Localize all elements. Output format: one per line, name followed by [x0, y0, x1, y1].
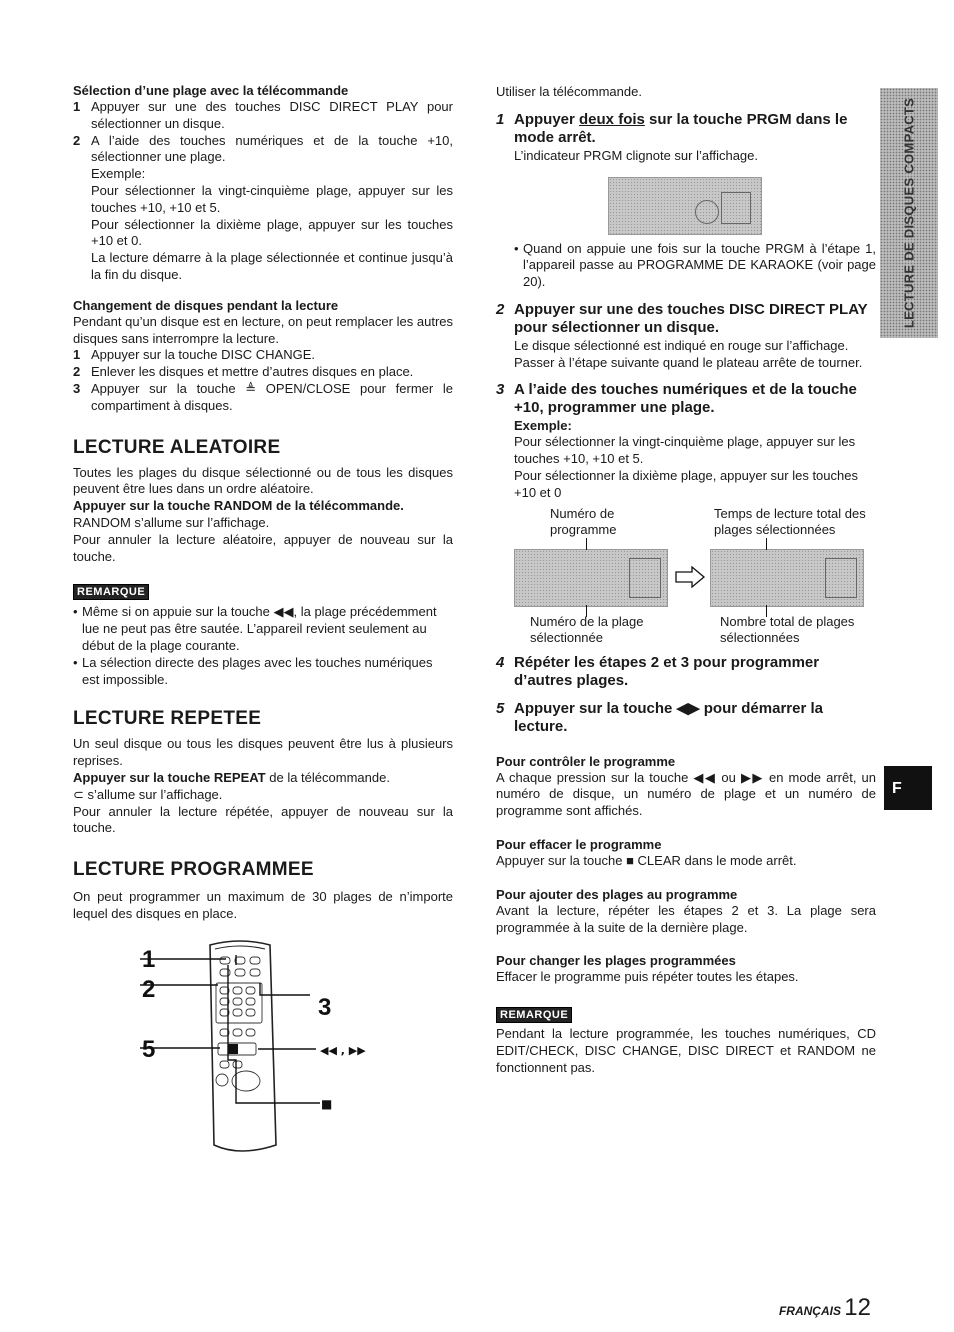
language-box: [884, 766, 932, 810]
prgm-display-figure: [496, 171, 876, 241]
step-3: 3 A l’aide des touches numériques et de la touche +10, programmer une plage.: [496, 380, 857, 417]
side-tab-label: LECTURE DE DISQUES COMPACTS: [901, 97, 917, 329]
random-text: RANDOM s’allume sur l’affichage.: [73, 514, 270, 530]
repeat-text: ⊂ s’allume sur l’affichage.: [73, 786, 223, 802]
disc-icon: [695, 200, 719, 224]
callout-5: 5: [142, 1036, 156, 1063]
list-item: 2 A l’aide des touches numériques et de la touche +10, sélectionner une plage.: [73, 132, 453, 165]
remarque-badge: REMARQUE: [73, 584, 149, 600]
display-diagram: [496, 502, 876, 644]
step-body: L’indicateur PRGM clignote sur l’affichage.: [514, 147, 758, 163]
arrow-right-icon: [674, 566, 706, 588]
remarque-badge: REMARQUE: [496, 1007, 572, 1023]
random-text: Toutes les plages du disque sélectionné ou de tous les disques peuvent être lues dans un ordre aléatoire.: [73, 464, 453, 497]
change-text: Effacer le programme puis répéter toutes les étapes.: [496, 969, 799, 985]
example-text: Pour sélectionner la dixième plage, appuyer sur les touches +10 et 0: [514, 467, 858, 500]
step-1: 1 Appuyer deux fois sur la touche PRGM dans le mode arrêt.: [496, 110, 848, 147]
repeat-text: Pour annuler la lecture répétée, appuyer de nouveau sur la touche.: [73, 803, 453, 836]
list-item: • Même si on appuie sur la touche ◀◀, la plage précédemment lue ne peut pas être sautée. L’appareil revient seulement au début de la plage courante.: [73, 604, 437, 653]
add-text: Avant la lecture, répéter les étapes 2 et 3. La plage sera programmée à la suite de la dernière plage.: [496, 902, 876, 935]
sec2-steps: [73, 347, 453, 414]
callout-skip-keys: ◀◀ , ▶▶: [320, 1044, 366, 1057]
repeat-text: Un seul disque ou tous les disques peuvent être lus à plusieurs reprises.: [73, 736, 453, 769]
label-program-number: Numéro de programme: [550, 505, 617, 538]
lcd-display: [608, 177, 762, 235]
label-total-time: Temps de lecture total des plages sélectionnées: [714, 505, 866, 538]
ctrl-text: A chaque pression sur la touche ◀◀ ou ▶▶ en mode arrêt, un numéro de disque, un numéro de plage et un numéro de programme sont affichés.: [496, 769, 876, 819]
example-text: Pour sélectionner la vingt-cinquième plage, appuyer sur les touches +10, +10 et 5.: [91, 182, 453, 215]
example-label: Exemple:: [514, 417, 572, 433]
page-number: 12: [844, 1294, 871, 1321]
sec1-steps: [73, 99, 453, 166]
list-item: 2 Enlever les disques et mettre d’autres disques en place.: [73, 364, 414, 380]
change-heading: Pour changer les plages programmées: [496, 953, 736, 969]
example-label: Exemple:: [91, 166, 146, 182]
callout-3: 3: [318, 994, 332, 1021]
repeat-heading: LECTURE REPETEE: [73, 708, 262, 730]
prog-heading: LECTURE PROGRAMMEE: [73, 859, 314, 881]
list-item: • La sélection directe des plages avec les touches numériques est impossible.: [73, 654, 433, 687]
callout-1: 1: [142, 946, 156, 973]
repeat-instruction: Appuyer sur la touche REPEAT de la télécommande.: [73, 769, 390, 785]
step-2: 2 Appuyer sur une des touches DISC DIRECT PLAY pour sélectionner un disque.: [496, 300, 868, 337]
prog-text: On peut programmer un maximum de 30 plages de n’importe lequel des disques en place.: [73, 889, 453, 921]
page-footer: [779, 1294, 871, 1322]
callout-2: 2: [142, 976, 156, 1003]
step-body: Le disque sélectionné est indiqué en rouge sur l’affichage.: [514, 337, 849, 353]
label-track-number: Numéro de la plage sélectionnée: [530, 613, 644, 646]
left-column: [73, 80, 453, 923]
list-item: 1 Appuyer sur la touche DISC CHANGE.: [73, 347, 315, 363]
lcd-display-program: [514, 549, 668, 607]
disc-icon: [721, 192, 751, 224]
remote-control-illustration: [140, 935, 390, 1165]
step-5: 5 Appuyer sur la touche ◀▶ pour démarrer la lecture.: [496, 699, 823, 736]
footer-language: FRANÇAIS: [778, 1304, 841, 1318]
language-letter: F: [892, 780, 902, 797]
erase-heading: Pour effacer le programme: [496, 836, 662, 852]
erase-text: Appuyer sur la touche ■ CLEAR dans le mode arrêt.: [496, 852, 797, 868]
remarque-text: Pendant la lecture programmée, les touches numériques, CD EDIT/CHECK, DISC CHANGE, DISC DIRECT et RANDOM ne fonctionnent pas.: [496, 1026, 876, 1075]
random-instruction: Appuyer sur la touche RANDOM de la télécommande.: [73, 498, 404, 514]
sec2-heading: Changement de disques pendant la lecture: [73, 297, 339, 313]
intro-text: Utiliser la télécommande.: [496, 84, 642, 99]
random-text: Pour annuler la lecture aléatoire, appuyer de nouveau sur la touche.: [73, 531, 453, 564]
lcd-display-total: [710, 549, 864, 607]
example-text: Pour sélectionner la dixième plage, appuyer sur les touches +10 et 0.: [91, 216, 453, 249]
example-text: Pour sélectionner la vingt-cinquième plage, appuyer sur les touches +10, +10 et 5.: [514, 434, 856, 467]
random-heading: LECTURE ALEATOIRE: [73, 436, 281, 458]
list-item: 1 Appuyer sur une des touches DISC DIRECT PLAY pour sélectionner un disque.: [73, 99, 453, 131]
label-total-tracks: Nombre total de plages sélectionnées: [720, 613, 855, 646]
section-side-tab: [880, 88, 938, 338]
list-item: • Quand on appuie une fois sur la touche PRGM à l’étape 1, l’appareil passe au PROGRAMME DE KARAOKE (voir page 20).: [514, 240, 876, 290]
sec2-intro: Pendant qu’un disque est en lecture, on peut remplacer les autres disques sans interrompre la lecture.: [73, 313, 453, 346]
step-4: 4 Répéter les étapes 2 et 3 pour programmer d’autres plages.: [496, 653, 820, 690]
step-body: Passer à l’étape suivante quand le plateau arrête de tourner.: [514, 354, 863, 370]
add-heading: Pour ajouter des plages au programme: [496, 886, 738, 902]
list-item: 3 Appuyer sur la touche ≜ OPEN/CLOSE pour fermer le compartiment à disques.: [73, 380, 453, 413]
example-text: La lecture démarre à la plage sélectionnée et continue jusqu’à la fin du disque.: [91, 250, 453, 282]
sec1-heading: Sélection d’une plage avec la télécommande: [73, 83, 349, 98]
callout-stop-key: ■: [321, 1097, 333, 1111]
right-column: [496, 80, 876, 1077]
ctrl-heading: Pour contrôler le programme: [496, 753, 676, 769]
